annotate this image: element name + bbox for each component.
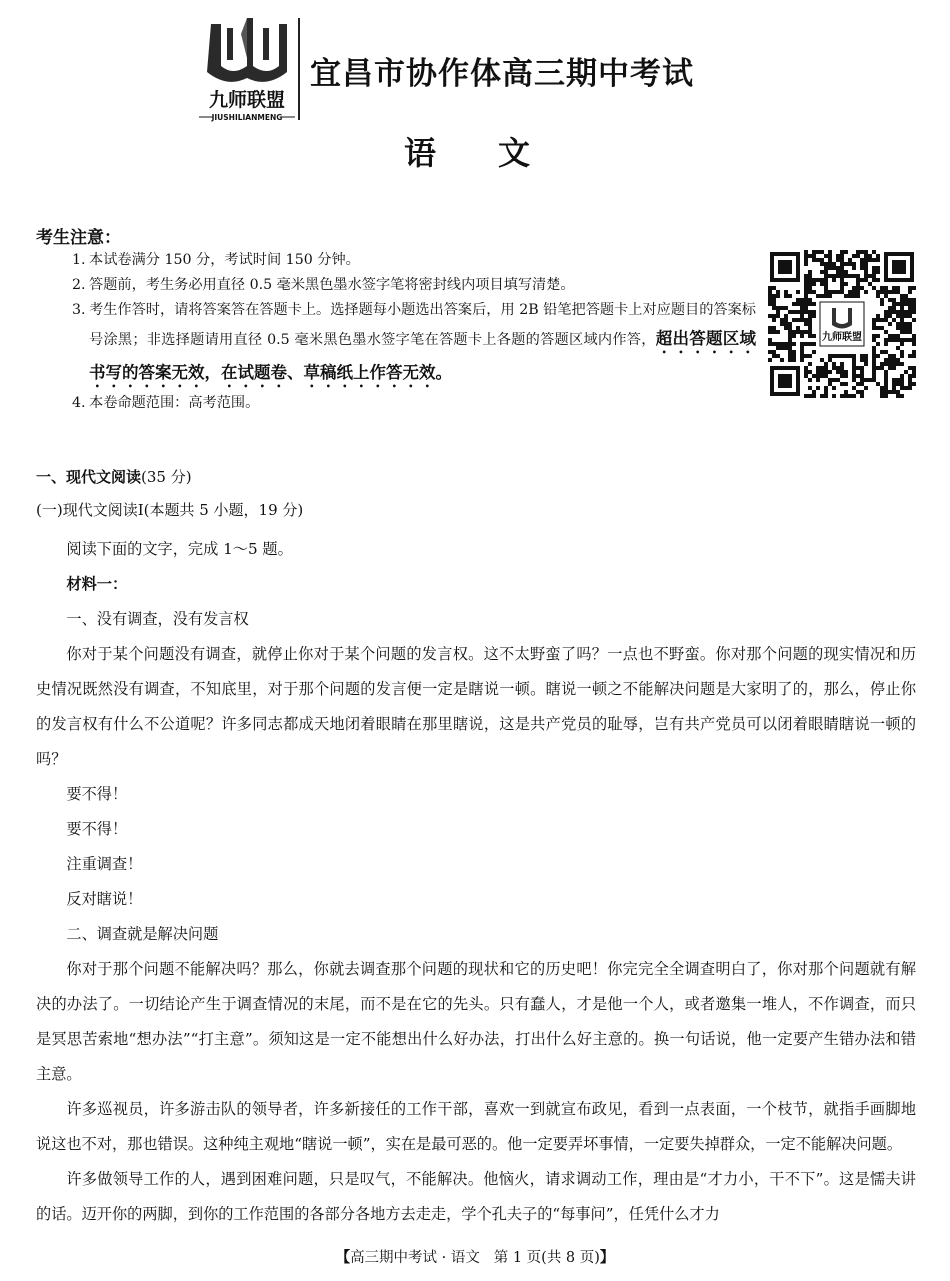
qr-logo-text: 九师联盟 <box>822 332 862 343</box>
logo-subtext: JIUSHILIANMENG <box>211 113 283 122</box>
subject-title <box>404 128 530 174</box>
notice-item-text: 答题前，考生务必用直径 0.5 毫米黑色墨水签字笔将密封线内项目填写清楚。 <box>89 277 575 293</box>
notice-item-text: 本试卷满分 150 分，考试时间 150 分钟。 <box>89 252 360 268</box>
instruction: 阅读下面的文字，完成 1～5 题。 <box>66 540 293 558</box>
notice-item-1 <box>72 248 756 273</box>
paragraph: 许多做领导工作的人，遇到困难问题，只是叹气，不能解决。他恼火，请求调动工作，理由是“才力小，干不下”。这是懦夫讲的话。迈开你的两脚，到你的工作范围的各部分各地方去走走，学个孔夫子的“每事问”，任凭什么才力 <box>36 1170 916 1223</box>
subject-char-1: 语 <box>404 134 437 172</box>
reading-passage <box>36 532 916 1232</box>
subject-char-2: 文 <box>498 134 531 172</box>
passage-subtitle-1: 一、没有调查，没有发言权 <box>66 610 249 628</box>
material-label: 材料一： <box>66 575 128 593</box>
section-heading <box>36 466 192 487</box>
logo-divider <box>298 18 300 120</box>
subsection-title: (一)现代文阅读Ⅰ(本题共 5 小题，19 分) <box>36 501 304 519</box>
qr-code-icon <box>768 250 916 398</box>
notice-item-number: 3. <box>72 302 86 318</box>
footer-bracket-left: 【 <box>335 1249 351 1266</box>
notice-emphasis-text: 超出答题区域书写的答案无效，在试题卷、草稿纸上作答无效。 <box>89 329 757 382</box>
footer-label: 高三期中考试 · 语文 <box>350 1250 480 1266</box>
paragraph-line: 反对瞎说！ <box>66 890 143 908</box>
paragraph-line: 要不得！ <box>66 785 128 803</box>
exam-title: 宜昌市协作体高三期中考试 <box>310 56 694 92</box>
footer-bracket-right: 】 <box>599 1249 615 1266</box>
jiushi-logo <box>197 14 297 126</box>
paragraph-line: 要不得！ <box>66 820 128 838</box>
notice-item-4 <box>72 391 756 416</box>
notice-item-3 <box>72 298 756 391</box>
notice-item-number: 1. <box>72 252 86 268</box>
paragraph: 许多巡视员，许多游击队的领导者，许多新接任的工作干部，喜欢一到就宣布政见，看到一点表面，一个枝节，就指手画脚地说这也不对，那也错误。这种纯主观地“瞎说一顿”，实在是最可恶的。他一定要弄坏事情，一定要失掉群众，一定不能解决问题。 <box>36 1100 916 1153</box>
passage-subtitle-2: 二、调查就是解决问题 <box>66 925 219 943</box>
paragraph: 你对于那个问题不能解决吗？那么，你就去调查那个问题的现状和它的历史吧！你完完全全调查明白了，你对那个问题就有解决的办法了。一切结论产生于调查情况的末尾，而不是在它的先头。只有蠢人，才是他一个人，或者邀集一堆人，不作调查，而只是冥思苦索地“想办法”“打主意”。须知这是一定不能想出什么好办法，打出什么好主意的。换一句话说，他一定要产生错办法和错主意。 <box>36 960 916 1083</box>
notice-item-2 <box>72 273 756 298</box>
notice-list <box>72 248 756 416</box>
notice-heading: 考生注意： <box>36 228 121 248</box>
notice-item-text: 本卷命题范围：高考范围。 <box>89 395 260 411</box>
section-title: 一、现代文阅读 <box>36 468 142 486</box>
logo-text: 九师联盟 <box>208 89 286 111</box>
notice-item-number: 4. <box>72 395 86 411</box>
notice-item-number: 2. <box>72 277 86 293</box>
qr-code <box>768 250 916 398</box>
paragraph-line: 注重调查！ <box>66 855 143 873</box>
notice-item-text: 考生作答时，请将答案答在答题卡上。选择题每小题选出答案后，用 2B 铅笔把答题卡上对应题目的答案标号涂黑；非选择题请用直径 0.5 毫米黑色墨水签字笔在答题卡上各题的答题区域内作答， <box>89 302 756 348</box>
section-score: (35 分) <box>141 468 192 486</box>
footer-page-info: 第 1 页(共 8 页) <box>493 1250 600 1266</box>
book-pen-icon <box>197 14 297 126</box>
paragraph: 你对于某个问题没有调查，就停止你对于某个问题的发言权。这不太野蛮了吗？一点也不野蛮。你对那个问题的现实情况和历史情况既然没有调查，不知底里，对于那个问题的发言便一定是瞎说一顿。瞎说一顿之不能解决问题是大家明了的，那么，停止你的发言权有什么不公道呢？许多同志都成天地闭着眼睛在那里瞎说，这是共产党员的耻辱，岂有共产党员可以闭着眼睛瞎说一顿的吗？ <box>36 645 916 768</box>
page-footer <box>0 1246 950 1267</box>
